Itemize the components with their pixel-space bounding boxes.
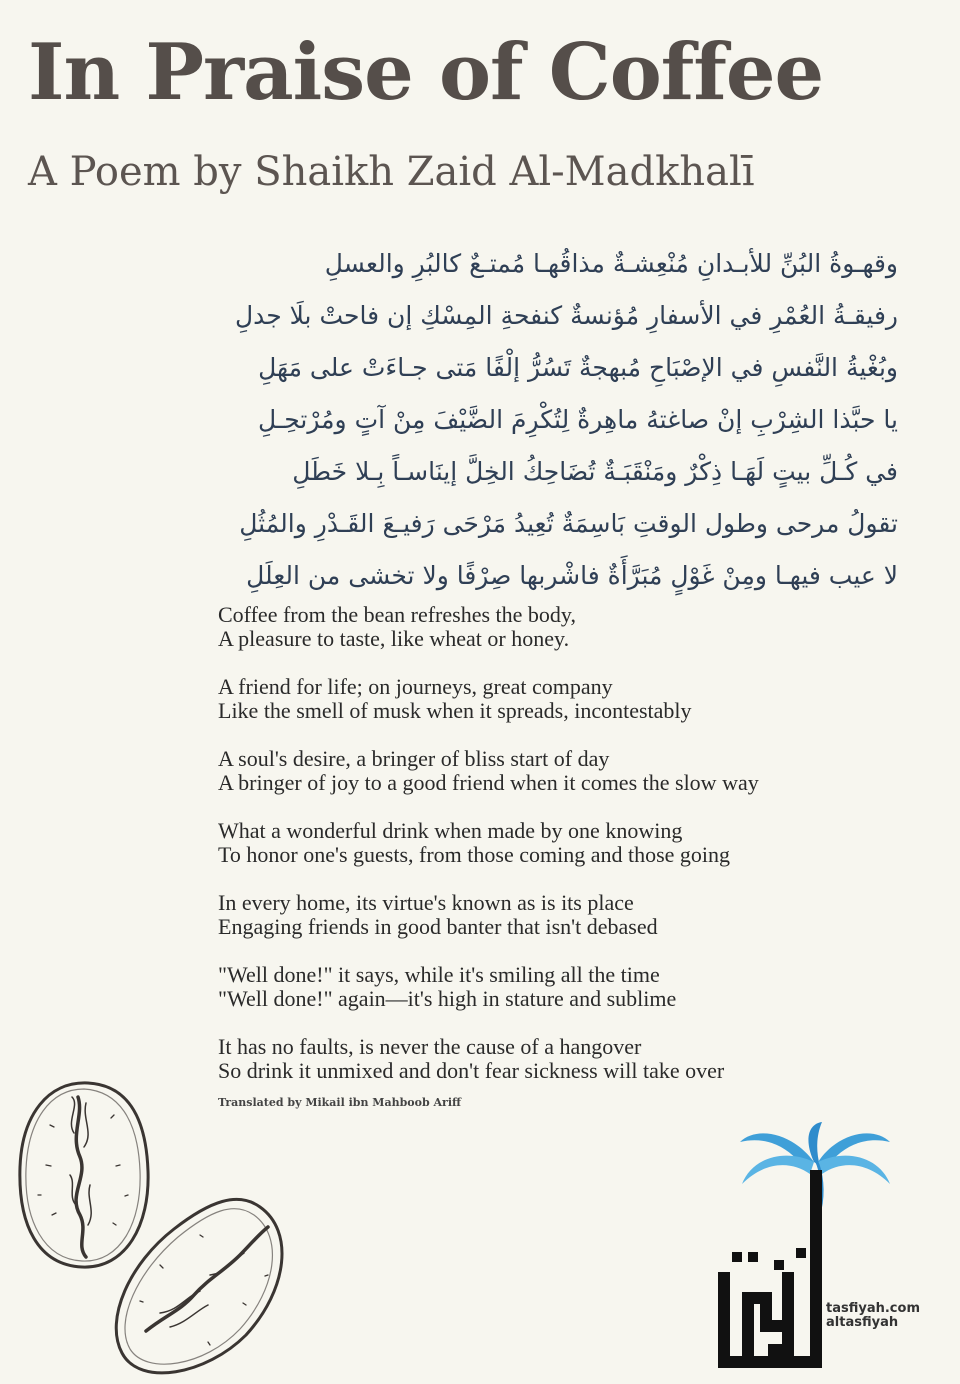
page-title: In Praise of Coffee xyxy=(28,27,824,118)
logo-website[interactable]: tasfiyah.com xyxy=(826,1301,920,1316)
stanza-line: To honor one's guests, from those coming and those going xyxy=(218,842,731,867)
logo-calligraphy-icon xyxy=(718,1170,822,1368)
stanza-line: What a wonderful drink when made by one knowing xyxy=(218,818,683,843)
stanza-line: So drink it unmixed and don't fear sickness will take over xyxy=(218,1058,725,1083)
stanza-line: Like the smell of musk when it spreads, incontestably xyxy=(218,698,692,723)
arabic-poem xyxy=(198,238,898,602)
arabic-line: وبُغْيةُ النَّفسِ في الإصْبَاحِ مُبهجةٌ تَسُرُّ إلْفًا مَتى جـاءَتْ على مَهَلِ xyxy=(258,353,898,382)
coffee-beans-icon xyxy=(10,1075,300,1375)
english-translation xyxy=(218,603,918,1107)
stanza-line: "Well done!" it says, while it's smiling all the time xyxy=(218,962,660,987)
stanza-line: It has no faults, is never the cause of a hangover xyxy=(218,1034,642,1059)
stanza-line: "Well done!" again—it's high in stature and sublime xyxy=(218,986,677,1011)
stanza-line: A pleasure to taste, like wheat or honey. xyxy=(218,626,570,651)
stanza-line: In every home, its virtue's known as is its place xyxy=(218,890,634,915)
stanza xyxy=(218,675,918,723)
arabic-line: يا حبَّذا الشِرْبِ إنْ صاغتهُ ماهِرةٌ لِتُكْرِمَ الضَّيْفَ مِنْ آتٍ ومُرْتحِـلِ xyxy=(258,405,898,434)
stanza-line: A soul's desire, a bringer of bliss start of day xyxy=(218,746,610,771)
stanza xyxy=(218,963,918,1011)
stanza-line: A friend for life; on journeys, great company xyxy=(218,674,613,699)
arabic-line: وقهـوةُ البُنِّ للأبـدانِ مُنْعِشـةٌ مذاقُهـا مُمتـعٌ كالبُرِ والعسلِ xyxy=(324,249,898,278)
stanza xyxy=(218,1035,918,1083)
stanza xyxy=(218,603,918,651)
tasfiyah-logo xyxy=(712,1122,942,1372)
translator-credit: Translated by Mikail ibn Mahboob Ariff xyxy=(218,1096,462,1109)
arabic-line: لا عيب فيهـا ومِنْ غَوْلٍ مُبَرَّأَةٌ فاشْربها صِرْفًا ولا تخشى من العِلَلِ xyxy=(246,561,898,590)
stanza xyxy=(218,891,918,939)
arabic-line: تقولُ مرحى وطول الوقتِ بَاسِمَةٌ تُعِيدُ مَرْحَى رَفيـعَ القَـدْرِ والمُثُلِ xyxy=(239,509,898,538)
arabic-line: في كُـلِّ بيتٍ لَهَـا ذِكْرٌ ومَنْقَبَـةٌ تُضَاحِكُ الخِلَّ إينَاسـاً بِـلا خَطَلِ xyxy=(292,457,898,486)
stanza xyxy=(218,747,918,795)
stanza-line: Engaging friends in good banter that isn't debased xyxy=(218,914,658,939)
arabic-line: رفيقـةُ العُمْرِ في الأسفارِ مُؤنسةٌ كنفحةِ المِسْكِ إن فاحتْ بلَا جدلِ xyxy=(234,301,898,330)
stanza xyxy=(218,819,918,867)
logo-handle: altasfiyah xyxy=(826,1315,899,1330)
logo-web-text xyxy=(826,1302,920,1330)
stanza-line: Coffee from the bean refreshes the body, xyxy=(218,602,576,627)
stanza-line: A bringer of joy to a good friend when it comes the slow way xyxy=(218,770,759,795)
page-subtitle: A Poem by Shaikh Zaid Al-Madkhalī xyxy=(28,149,755,195)
